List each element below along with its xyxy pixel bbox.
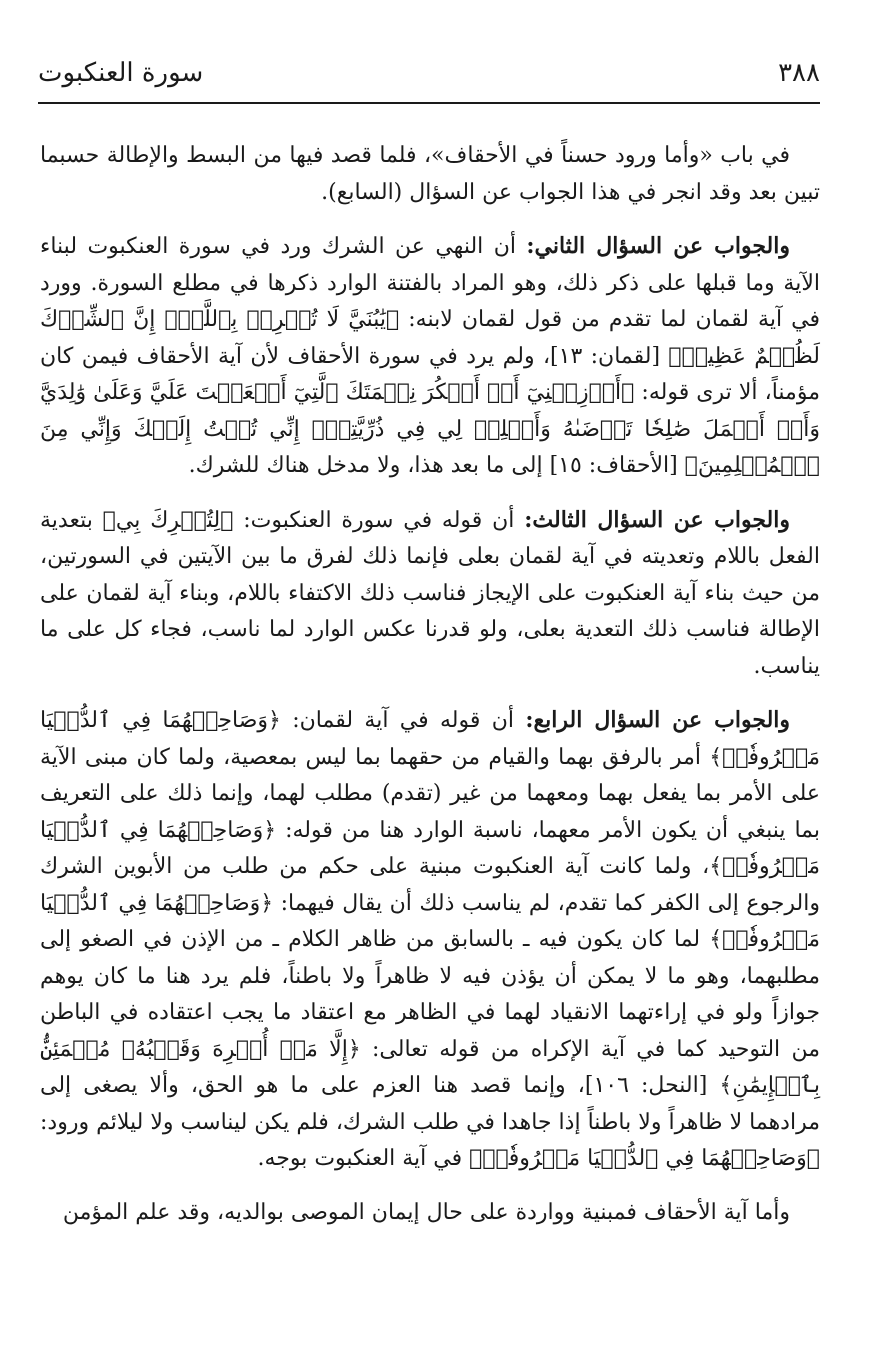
paragraph-answer-2 xyxy=(40,228,820,485)
running-title: سورة العنكبوت xyxy=(38,58,204,88)
answer-heading: والجواب عن السؤال الثاني: xyxy=(526,233,790,259)
paragraph-text: أن قوله في آية لقمان: ﴿وَصَاحِبۡهُمَا فِي ٱلدُّنۡيَا مَعۡرُوفٗاۖ﴾ أمر بالرفق بهما والقيام من حقهما بما ليس بمعصية، ولما كان مبنى الآية على الأمر بما يفعل بهما ومعهما من غير (تقدم) مطلب لهما، وإنما ذلك على التعريف بما ينبغي أن يكون الأمر معهما، ناسبة الوارد هنا من قوله: ﴿وَصَاحِبۡهُمَا فِي ٱلدُّنۡيَا مَعۡرُوفٗاۖ﴾، ولما كانت آية العنكبوت مبنية على حكم من طلب من الأبوين الشرك والرجوع إلى الكفر كما تقدم، لم يناسب ذلك أن يقال فيهما: ﴿وَصَاحِبۡهُمَا فِي ٱلدُّنۡيَا مَعۡرُوفٗاۖ﴾ لما كان يكون فيه ـ بالسابق من ظاهر الكلام ـ من الإذن في الصغو إلى مطلبهما، وهو ما لا يمكن أن يؤذن فيه لا ظاهراً ولا باطناً، فلم يرد هنا ما كان يوهم جوازاً ولو في إراءتهما الانقياد لهما في الظاهر مع اعتقاد ما يجب اعتقاده في الباطن من التوحيد كما في آية الإكراه من قوله تعالى: ﴿إِلَّا مَنۡ أُكۡرِهَ وَقَلۡبُهُۥ مُطۡمَئِنُّۢ بِٱلۡإِيمَٰنِ﴾ [النحل: ١٠٦]، وإنما قصد هنا العزم على ما هو الحق، وألا يصغى إلى مرادهما لا ظاهراً ولا باطناً إذا جاهدا في طلب الشرك، فلم يكن ليناسب ولا ليلائم ورود: ﴿وَصَاحِبۡهُمَا فِي ٱلدُّنۡيَا مَعۡرُوفٗاۖ﴾ في آية العنكبوت بوجه. xyxy=(40,708,820,1171)
paragraph-text: أن قوله في سورة العنكبوت: ﴿لِتُشۡرِكَ بِي﴾ بتعدية الفعل باللام وتعديته في آية لقمان بعلى فإنما ذلك لفرق ما بين الآيتين في السورتين، من حيث بناء آية العنكبوت على الإيجاز فناسب ذلك الاكتفاء باللام، وبناء آية لقمان على الإطالة فناسب ذلك التعدية بعلى، ولو قدرنا عكس الوارد لما ناسب، فجاء كل على ما يناسب. xyxy=(40,507,820,679)
paragraph-text: في باب «وأما ورود حسناً في الأحقاف»، فلما قصد فيها من البسط والإطالة حسبما تبين بعد وقد انجر في هذا الجواب عن السؤال (السابع). xyxy=(40,143,820,205)
answer-heading: والجواب عن السؤال الرابع: xyxy=(525,707,791,733)
paragraph-text: وأما آية الأحقاف فمبنية وواردة على حال إيمان الموصى بوالديه، وقد علم المؤمن xyxy=(62,1199,790,1225)
paragraph-1 xyxy=(40,138,820,211)
paragraph-answer-4 xyxy=(40,702,820,1178)
paragraph-text: أن النهي عن الشرك ورد في سورة العنكبوت لبناء الآية وما قبلها على ذكر ذلك، وهو المراد بالفتنة الوارد ذكرها في مطلع السورة. وورد في آية لقمان لما تقدم من قول لقمان لابنه: ﴿يَٰبُنَيَّ لَا تُشۡرِكۡ بِٱللَّهِۖ إِنَّ ٱلشِّرۡكَ لَظُلۡمٌ عَظِيمٞ﴾ [لقمان: ١٣]، ولم يرد في سورة الأحقاف لأن آية الأحقاف فيمن كان مؤمناً، ألا ترى قوله: ﴿أَوۡزِعۡنِيٓ أَنۡ أَشۡكُرَ نِعۡمَتَكَ ٱلَّتِيٓ أَنۡعَمۡتَ عَلَيَّ وَعَلَىٰ وَٰلِدَيَّ وَأَنۡ أَعۡمَلَ صَٰلِحٗا تَرۡضَىٰهُ وَأَصۡلِحۡ لِي فِي ذُرِّيَّتِيٓۖ إِنِّي تُبۡتُ إِلَيۡكَ وَإِنِّي مِنَ ٱلۡمُسۡلِمِينَ﴾ [الأحقاف: ١٥] إلى ما بعد هذا، ولا مدخل هناك للشرك. xyxy=(40,234,820,478)
page-number: ٣٨٨ xyxy=(778,58,820,88)
body-text xyxy=(40,138,820,1248)
paragraph-last xyxy=(40,1195,820,1232)
page-header xyxy=(38,52,820,104)
paragraph-answer-3 xyxy=(40,502,820,686)
answer-heading: والجواب عن السؤال الثالث: xyxy=(524,506,790,533)
